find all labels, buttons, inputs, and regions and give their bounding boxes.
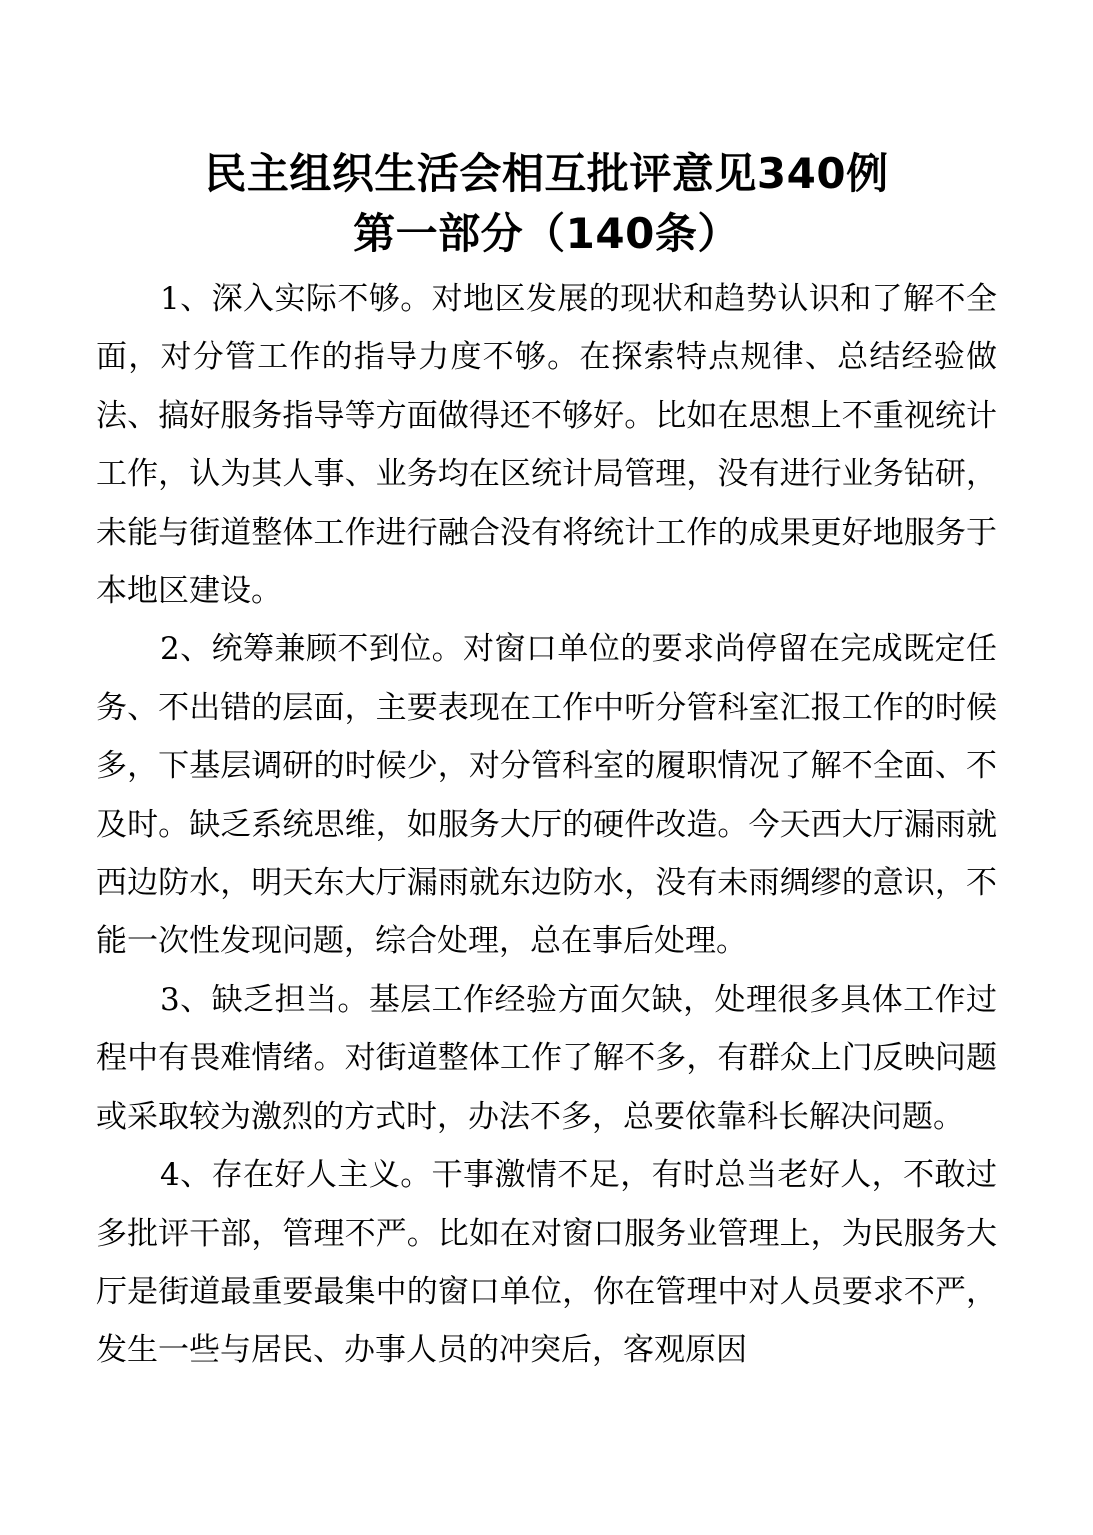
- paragraph-1: 1、深入实际不够。对地区发展的现状和趋势认识和了解不全面，对分管工作的指导力度不够。在探索特点规律、总结经验做法、搞好服务指导等方面做得还不够好。比如在思想上不重视统计工作，认为其人事、业务均在区统计局管理，没有进行业务钻研，未能与街道整体工作进行融合没有将统计工作的成果更好地服务于本地区建设。: [96, 281, 997, 610]
- document-title: 民主组织生活会相互批评意见340例: [204, 149, 889, 198]
- paragraph-4: 4、存在好人主义。干事激情不足，有时总当老好人，不敢过多批评干部，管理不严。比如在对窗口服务业管理上，为民服务大厅是街道最重要最集中的窗口单位，你在管理中对人员要求不严，发生一些与居民、办事人员的冲突后，客观原因: [96, 1157, 997, 1369]
- paragraph-3: 3、缺乏担当。基层工作经验方面欠缺，处理很多具体工作过程中有畏难情绪。对街道整体工作了解不多，有群众上门反映问题或采取较为激烈的方式时，办法不多，总要依靠科长解决问题。: [96, 981, 997, 1135]
- document-subtitle: 第一部分（140条）: [353, 209, 740, 258]
- paragraph-2: 2、统筹兼顾不到位。对窗口单位的要求尚停留在完成既定任务、不出错的层面，主要表现在工作中听分管科室汇报工作的时候多，下基层调研的时候少，对分管科室的履职情况了解不全面、不及时。缺乏系统思维，如服务大厅的硬件改造。今天西大厅漏雨就西边防水，明天东大厅漏雨就东边防水，没有未雨绸缪的意识，不能一次性发现问题，综合处理，总在事后处理。: [96, 631, 997, 960]
